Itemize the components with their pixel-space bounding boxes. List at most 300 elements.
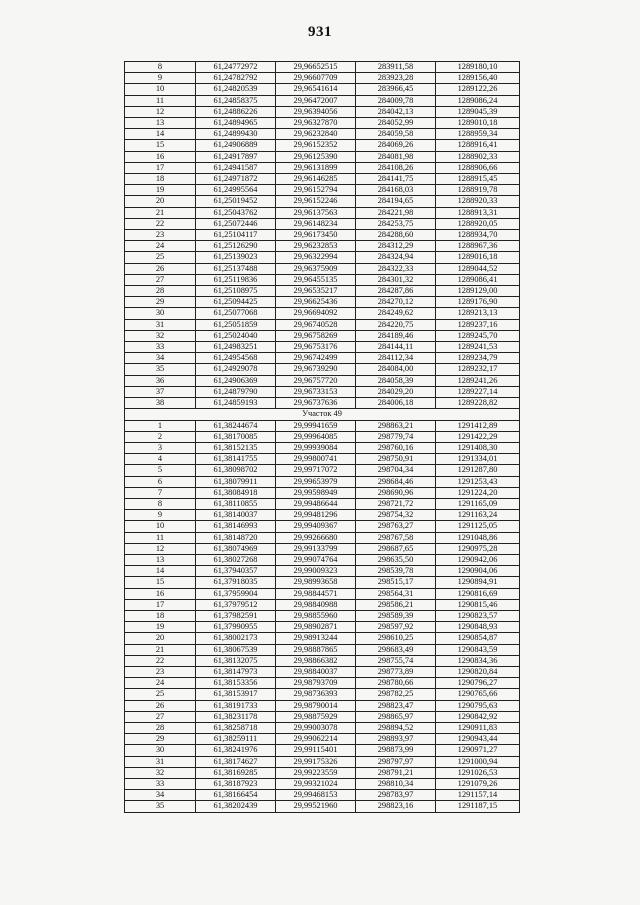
x-coordinate-cell: 298763,27 <box>356 521 436 532</box>
x-coordinate-cell: 298893,97 <box>356 734 436 745</box>
x-coordinate-cell: 283911,58 <box>356 62 436 73</box>
x-coordinate-cell: 298704,34 <box>356 465 436 476</box>
y-coordinate-cell: 1291408,30 <box>436 442 520 453</box>
point-number-cell: 13 <box>125 554 196 565</box>
table-row <box>125 386 520 397</box>
table-row <box>125 577 520 588</box>
latitude-cell: 61,25139023 <box>196 252 276 263</box>
x-coordinate-cell: 298779,74 <box>356 431 436 442</box>
x-coordinate-cell: 298721,72 <box>356 498 436 509</box>
longitude-cell: 29,96137563 <box>276 207 356 218</box>
table-row <box>125 566 520 577</box>
y-coordinate-cell: 1288919,78 <box>436 185 520 196</box>
y-coordinate-cell: 1290765,66 <box>436 689 520 700</box>
y-coordinate-cell: 1289010,18 <box>436 118 520 129</box>
table-row <box>125 779 520 790</box>
y-coordinate-cell: 1291079,26 <box>436 779 520 790</box>
y-coordinate-cell: 1289241,53 <box>436 342 520 353</box>
y-coordinate-cell: 1288967,36 <box>436 241 520 252</box>
latitude-cell: 61,38259111 <box>196 734 276 745</box>
x-coordinate-cell: 298539,78 <box>356 566 436 577</box>
table-row <box>125 442 520 453</box>
point-number-cell: 21 <box>125 207 196 218</box>
latitude-cell: 61,38146993 <box>196 521 276 532</box>
longitude-cell: 29,98875929 <box>276 711 356 722</box>
table-row <box>125 319 520 330</box>
longitude-cell: 29,96327870 <box>276 118 356 129</box>
table-row <box>125 129 520 140</box>
table-row <box>125 801 520 812</box>
table-row <box>125 666 520 677</box>
x-coordinate-cell: 298610,25 <box>356 633 436 644</box>
x-coordinate-cell: 298791,21 <box>356 767 436 778</box>
latitude-cell: 61,37959904 <box>196 588 276 599</box>
table-row <box>125 151 520 162</box>
table-row <box>125 767 520 778</box>
table-row <box>125 95 520 106</box>
page-number: 931 <box>308 24 332 40</box>
section-b-header <box>125 409 520 420</box>
y-coordinate-cell: 1288920,33 <box>436 196 520 207</box>
longitude-cell: 29,96740528 <box>276 319 356 330</box>
latitude-cell: 61,38187923 <box>196 779 276 790</box>
point-number-cell: 30 <box>125 308 196 319</box>
x-coordinate-cell: 298863,21 <box>356 420 436 431</box>
longitude-cell: 29,96733153 <box>276 386 356 397</box>
x-coordinate-cell: 298684,46 <box>356 476 436 487</box>
point-number-cell: 12 <box>125 543 196 554</box>
longitude-cell: 29,98736393 <box>276 689 356 700</box>
table-row <box>125 610 520 621</box>
x-coordinate-cell: 298823,47 <box>356 700 436 711</box>
latitude-cell: 61,24906889 <box>196 140 276 151</box>
table-row <box>125 162 520 173</box>
y-coordinate-cell: 1290816,69 <box>436 588 520 599</box>
longitude-cell: 29,96737636 <box>276 398 356 409</box>
y-coordinate-cell: 1288920,05 <box>436 218 520 229</box>
longitude-cell: 29,99481296 <box>276 510 356 521</box>
longitude-cell: 29,96757720 <box>276 375 356 386</box>
longitude-cell: 29,99321024 <box>276 779 356 790</box>
longitude-cell: 29,96739290 <box>276 364 356 375</box>
y-coordinate-cell: 1290834,36 <box>436 655 520 666</box>
table-row <box>125 498 520 509</box>
point-number-cell: 37 <box>125 386 196 397</box>
x-coordinate-cell: 298773,89 <box>356 666 436 677</box>
longitude-cell: 29,96152352 <box>276 140 356 151</box>
table-row <box>125 118 520 129</box>
latitude-cell: 61,38147973 <box>196 666 276 677</box>
point-number-cell: 8 <box>125 62 196 73</box>
longitude-cell: 29,96375909 <box>276 263 356 274</box>
latitude-cell: 61,24906369 <box>196 375 276 386</box>
x-coordinate-cell: 284141,75 <box>356 174 436 185</box>
latitude-cell: 61,24941587 <box>196 162 276 173</box>
longitude-cell: 29,96625436 <box>276 297 356 308</box>
y-coordinate-cell: 1288913,31 <box>436 207 520 218</box>
table-row <box>125 330 520 341</box>
y-coordinate-cell: 1291334,01 <box>436 454 520 465</box>
latitude-cell: 61,38174627 <box>196 756 276 767</box>
latitude-cell: 61,24820539 <box>196 84 276 95</box>
table-row <box>125 644 520 655</box>
x-coordinate-cell: 298683,49 <box>356 644 436 655</box>
longitude-cell: 29,99175326 <box>276 756 356 767</box>
point-number-cell: 33 <box>125 342 196 353</box>
point-number-cell: 16 <box>125 151 196 162</box>
table-row <box>125 274 520 285</box>
x-coordinate-cell: 283966,45 <box>356 84 436 95</box>
longitude-cell: 29,96152246 <box>276 196 356 207</box>
point-number-cell: 13 <box>125 118 196 129</box>
y-coordinate-cell: 1289234,79 <box>436 353 520 364</box>
table-row <box>125 286 520 297</box>
y-coordinate-cell: 1290904,06 <box>436 566 520 577</box>
table-row <box>125 678 520 689</box>
latitude-cell: 61,38067539 <box>196 644 276 655</box>
longitude-cell: 29,99468153 <box>276 790 356 801</box>
coordinates-table <box>124 61 520 813</box>
y-coordinate-cell: 1290823,57 <box>436 610 520 621</box>
latitude-cell: 61,38153356 <box>196 678 276 689</box>
longitude-cell: 29,98866382 <box>276 655 356 666</box>
longitude-cell: 29,96125390 <box>276 151 356 162</box>
longitude-cell: 29,98844571 <box>276 588 356 599</box>
y-coordinate-cell: 1291026,53 <box>436 767 520 778</box>
latitude-cell: 61,24983251 <box>196 342 276 353</box>
latitude-cell: 61,25024040 <box>196 330 276 341</box>
table-row <box>125 297 520 308</box>
longitude-cell: 29,96232853 <box>276 241 356 252</box>
point-number-cell: 14 <box>125 566 196 577</box>
y-coordinate-cell: 1291000,94 <box>436 756 520 767</box>
y-coordinate-cell: 1291163,24 <box>436 510 520 521</box>
point-number-cell: 7 <box>125 487 196 498</box>
table-row <box>125 431 520 442</box>
y-coordinate-cell: 1289176,90 <box>436 297 520 308</box>
latitude-cell: 61,24899430 <box>196 129 276 140</box>
x-coordinate-cell: 298810,34 <box>356 779 436 790</box>
y-coordinate-cell: 1288934,70 <box>436 230 520 241</box>
point-number-cell: 3 <box>125 442 196 453</box>
point-number-cell: 16 <box>125 588 196 599</box>
point-number-cell: 26 <box>125 263 196 274</box>
latitude-cell: 61,24929078 <box>196 364 276 375</box>
point-number-cell: 2 <box>125 431 196 442</box>
y-coordinate-cell: 1288906,66 <box>436 162 520 173</box>
point-number-cell: 15 <box>125 140 196 151</box>
y-coordinate-cell: 1289045,39 <box>436 106 520 117</box>
point-number-cell: 20 <box>125 196 196 207</box>
x-coordinate-cell: 298586,21 <box>356 599 436 610</box>
point-number-cell: 28 <box>125 722 196 733</box>
table-row <box>125 252 520 263</box>
longitude-cell: 29,96131899 <box>276 162 356 173</box>
point-number-cell: 25 <box>125 252 196 263</box>
y-coordinate-cell: 1290943,44 <box>436 734 520 745</box>
longitude-cell: 29,96472007 <box>276 95 356 106</box>
point-number-cell: 31 <box>125 319 196 330</box>
x-coordinate-cell: 284108,26 <box>356 162 436 173</box>
table-row <box>125 756 520 767</box>
point-number-cell: 23 <box>125 230 196 241</box>
longitude-cell: 29,98887865 <box>276 644 356 655</box>
latitude-cell: 61,37990955 <box>196 622 276 633</box>
y-coordinate-cell: 1290975,28 <box>436 543 520 554</box>
latitude-cell: 61,38141755 <box>196 454 276 465</box>
latitude-cell: 61,37982591 <box>196 610 276 621</box>
y-coordinate-cell: 1288959,34 <box>436 129 520 140</box>
latitude-cell: 61,25019452 <box>196 196 276 207</box>
point-number-cell: 25 <box>125 689 196 700</box>
point-number-cell: 24 <box>125 241 196 252</box>
point-number-cell: 17 <box>125 599 196 610</box>
point-number-cell: 29 <box>125 734 196 745</box>
table-row <box>125 398 520 409</box>
section-b-body <box>125 420 520 812</box>
latitude-cell: 61,38132075 <box>196 655 276 666</box>
x-coordinate-cell: 284312,29 <box>356 241 436 252</box>
table-row <box>125 588 520 599</box>
table-row <box>125 689 520 700</box>
y-coordinate-cell: 1289245,70 <box>436 330 520 341</box>
longitude-cell: 29,99115401 <box>276 745 356 756</box>
longitude-cell: 29,98840988 <box>276 599 356 610</box>
y-coordinate-cell: 1289232,17 <box>436 364 520 375</box>
y-coordinate-cell: 1291187,15 <box>436 801 520 812</box>
latitude-cell: 61,24954568 <box>196 353 276 364</box>
table-row <box>125 375 520 386</box>
section-a-body <box>125 62 520 409</box>
point-number-cell: 28 <box>125 286 196 297</box>
point-number-cell: 11 <box>125 95 196 106</box>
longitude-cell: 29,96148234 <box>276 218 356 229</box>
longitude-cell: 29,98913244 <box>276 633 356 644</box>
latitude-cell: 61,24782792 <box>196 73 276 84</box>
x-coordinate-cell: 284042,13 <box>356 106 436 117</box>
point-number-cell: 4 <box>125 454 196 465</box>
longitude-cell: 29,96232840 <box>276 129 356 140</box>
point-number-cell: 38 <box>125 398 196 409</box>
x-coordinate-cell: 298780,66 <box>356 678 436 689</box>
table-row <box>125 230 520 241</box>
longitude-cell: 29,99009323 <box>276 566 356 577</box>
y-coordinate-cell: 1291412,89 <box>436 420 520 431</box>
x-coordinate-cell: 284249,62 <box>356 308 436 319</box>
table-row <box>125 722 520 733</box>
y-coordinate-cell: 1291422,29 <box>436 431 520 442</box>
longitude-cell: 29,96607709 <box>276 73 356 84</box>
x-coordinate-cell: 284221,98 <box>356 207 436 218</box>
point-number-cell: 21 <box>125 644 196 655</box>
x-coordinate-cell: 284287,86 <box>356 286 436 297</box>
x-coordinate-cell: 284006,18 <box>356 398 436 409</box>
longitude-cell: 29,99409367 <box>276 521 356 532</box>
x-coordinate-cell: 298515,17 <box>356 577 436 588</box>
longitude-cell: 29,96173450 <box>276 230 356 241</box>
latitude-cell: 61,25072446 <box>196 218 276 229</box>
x-coordinate-cell: 284112,34 <box>356 353 436 364</box>
table-row <box>125 207 520 218</box>
point-number-cell: 18 <box>125 174 196 185</box>
point-number-cell: 10 <box>125 84 196 95</box>
x-coordinate-cell: 298755,74 <box>356 655 436 666</box>
point-number-cell: 22 <box>125 218 196 229</box>
y-coordinate-cell: 1290796,27 <box>436 678 520 689</box>
y-coordinate-cell: 1289228,82 <box>436 398 520 409</box>
x-coordinate-cell: 284058,39 <box>356 375 436 386</box>
x-coordinate-cell: 298597,92 <box>356 622 436 633</box>
table-row <box>125 543 520 554</box>
x-coordinate-cell: 298750,91 <box>356 454 436 465</box>
y-coordinate-cell: 1291224,20 <box>436 487 520 498</box>
y-coordinate-cell: 1289213,13 <box>436 308 520 319</box>
y-coordinate-cell: 1290820,84 <box>436 666 520 677</box>
section-title: Участок 49 <box>125 409 520 420</box>
point-number-cell: 17 <box>125 162 196 173</box>
longitude-cell: 29,99717072 <box>276 465 356 476</box>
table-row <box>125 353 520 364</box>
y-coordinate-cell: 1289086,24 <box>436 95 520 106</box>
table-row <box>125 622 520 633</box>
table-row <box>125 465 520 476</box>
latitude-cell: 61,38231178 <box>196 711 276 722</box>
table-row <box>125 84 520 95</box>
latitude-cell: 61,38084918 <box>196 487 276 498</box>
longitude-cell: 29,96146285 <box>276 174 356 185</box>
latitude-cell: 61,38027268 <box>196 554 276 565</box>
longitude-cell: 29,96152794 <box>276 185 356 196</box>
point-number-cell: 27 <box>125 711 196 722</box>
latitude-cell: 61,24971872 <box>196 174 276 185</box>
x-coordinate-cell: 283923,28 <box>356 73 436 84</box>
longitude-cell: 29,99074764 <box>276 554 356 565</box>
latitude-cell: 61,38153917 <box>196 689 276 700</box>
table-row <box>125 364 520 375</box>
point-number-cell: 8 <box>125 498 196 509</box>
table-row <box>125 554 520 565</box>
y-coordinate-cell: 1288902,33 <box>436 151 520 162</box>
y-coordinate-cell: 1289086,41 <box>436 274 520 285</box>
point-number-cell: 24 <box>125 678 196 689</box>
longitude-cell: 29,96652515 <box>276 62 356 73</box>
table-row <box>125 308 520 319</box>
point-number-cell: 26 <box>125 700 196 711</box>
longitude-cell: 29,96541614 <box>276 84 356 95</box>
longitude-cell: 29,99062214 <box>276 734 356 745</box>
y-coordinate-cell: 1291125,05 <box>436 521 520 532</box>
x-coordinate-cell: 298823,16 <box>356 801 436 812</box>
longitude-cell: 29,99800741 <box>276 454 356 465</box>
x-coordinate-cell: 284301,32 <box>356 274 436 285</box>
x-coordinate-cell: 284322,33 <box>356 263 436 274</box>
x-coordinate-cell: 284220,75 <box>356 319 436 330</box>
point-number-cell: 33 <box>125 779 196 790</box>
y-coordinate-cell: 1291253,43 <box>436 476 520 487</box>
latitude-cell: 61,38148720 <box>196 532 276 543</box>
table-row <box>125 420 520 431</box>
latitude-cell: 61,25094425 <box>196 297 276 308</box>
section-title-row <box>125 409 520 420</box>
point-number-cell: 19 <box>125 185 196 196</box>
x-coordinate-cell: 298690,96 <box>356 487 436 498</box>
latitude-cell: 61,25108975 <box>196 286 276 297</box>
table-row <box>125 633 520 644</box>
longitude-cell: 29,98793709 <box>276 678 356 689</box>
table-row <box>125 218 520 229</box>
latitude-cell: 61,37979512 <box>196 599 276 610</box>
x-coordinate-cell: 284069,26 <box>356 140 436 151</box>
point-number-cell: 32 <box>125 767 196 778</box>
x-coordinate-cell: 298635,50 <box>356 554 436 565</box>
x-coordinate-cell: 298754,32 <box>356 510 436 521</box>
point-number-cell: 36 <box>125 375 196 386</box>
latitude-cell: 61,25043762 <box>196 207 276 218</box>
latitude-cell: 61,25051859 <box>196 319 276 330</box>
table-row <box>125 106 520 117</box>
table-row <box>125 510 520 521</box>
table-row <box>125 700 520 711</box>
longitude-cell: 29,99598949 <box>276 487 356 498</box>
latitude-cell: 61,38152135 <box>196 442 276 453</box>
point-number-cell: 5 <box>125 465 196 476</box>
x-coordinate-cell: 298687,65 <box>356 543 436 554</box>
longitude-cell: 29,99521960 <box>276 801 356 812</box>
latitude-cell: 61,24879790 <box>196 386 276 397</box>
table-row <box>125 599 520 610</box>
point-number-cell: 19 <box>125 622 196 633</box>
point-number-cell: 11 <box>125 532 196 543</box>
point-number-cell: 29 <box>125 297 196 308</box>
x-coordinate-cell: 284168,03 <box>356 185 436 196</box>
table-row <box>125 241 520 252</box>
point-number-cell: 23 <box>125 666 196 677</box>
latitude-cell: 61,38074969 <box>196 543 276 554</box>
table-row <box>125 196 520 207</box>
latitude-cell: 61,24917897 <box>196 151 276 162</box>
table-row <box>125 73 520 84</box>
point-number-cell: 34 <box>125 353 196 364</box>
y-coordinate-cell: 1288915,45 <box>436 174 520 185</box>
latitude-cell: 61,24858375 <box>196 95 276 106</box>
y-coordinate-cell: 1290854,87 <box>436 633 520 644</box>
longitude-cell: 29,96742499 <box>276 353 356 364</box>
table-row <box>125 711 520 722</box>
y-coordinate-cell: 1290911,83 <box>436 722 520 733</box>
y-coordinate-cell: 1290842,92 <box>436 711 520 722</box>
table-row <box>125 174 520 185</box>
table-row <box>125 521 520 532</box>
latitude-cell: 61,24772972 <box>196 62 276 73</box>
x-coordinate-cell: 284288,60 <box>356 230 436 241</box>
latitude-cell: 61,25104117 <box>196 230 276 241</box>
latitude-cell: 61,24995564 <box>196 185 276 196</box>
table-row <box>125 655 520 666</box>
table-row <box>125 454 520 465</box>
point-number-cell: 18 <box>125 610 196 621</box>
longitude-cell: 29,96694092 <box>276 308 356 319</box>
latitude-cell: 61,24859193 <box>196 398 276 409</box>
table-row <box>125 342 520 353</box>
y-coordinate-cell: 1289016,18 <box>436 252 520 263</box>
y-coordinate-cell: 1291157,14 <box>436 790 520 801</box>
point-number-cell: 30 <box>125 745 196 756</box>
y-coordinate-cell: 1291287,80 <box>436 465 520 476</box>
latitude-cell: 61,24886226 <box>196 106 276 117</box>
y-coordinate-cell: 1290971,27 <box>436 745 520 756</box>
longitude-cell: 29,98902871 <box>276 622 356 633</box>
table-row <box>125 185 520 196</box>
